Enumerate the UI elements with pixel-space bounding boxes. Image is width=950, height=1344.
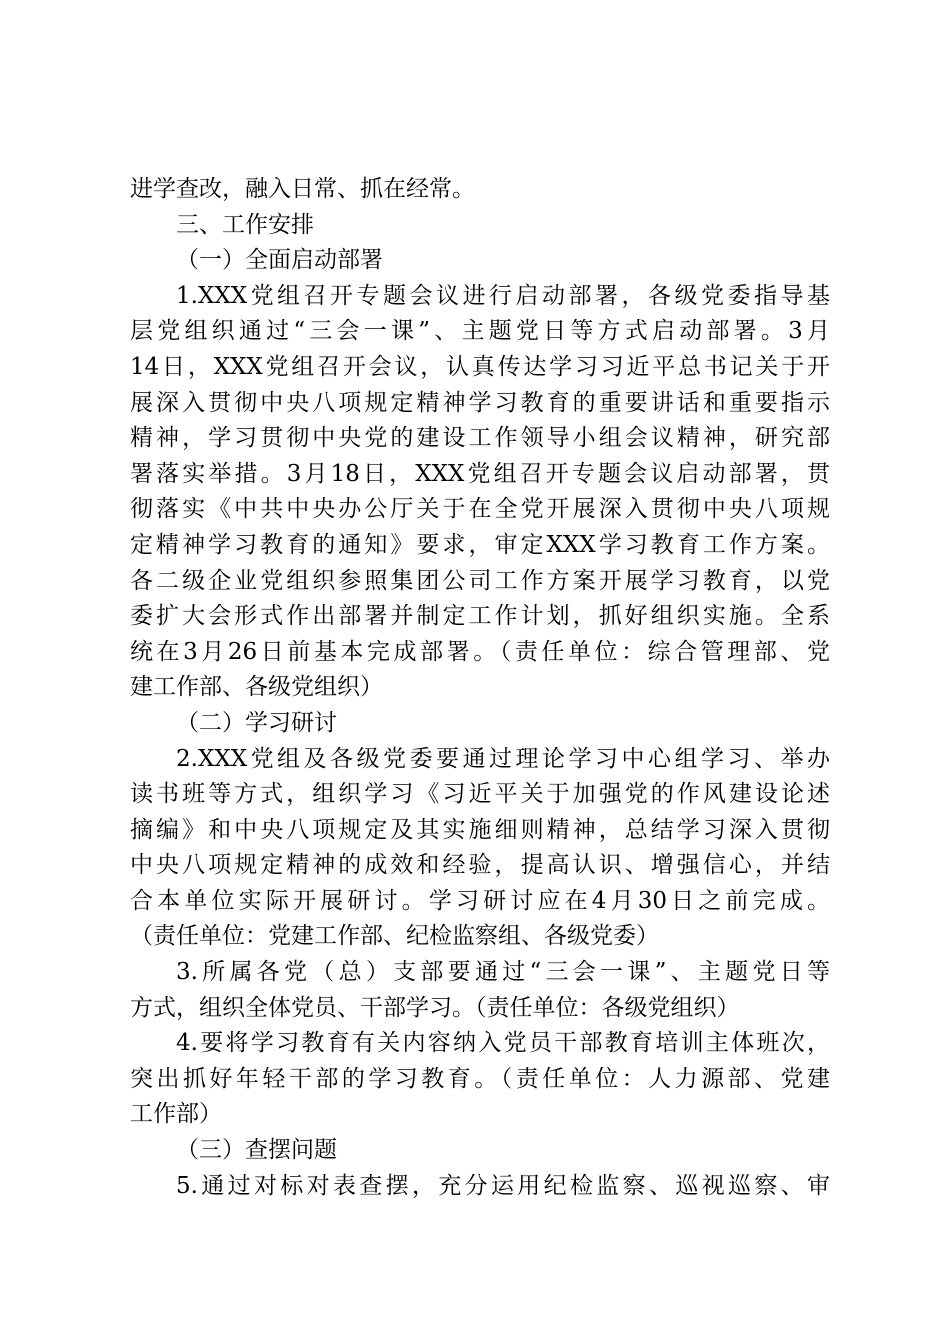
paragraph-line: 读书班等方式，组织学习《习近平关于加强党的作风建设论述 — [130, 781, 830, 808]
paragraph-line: 定精神学习教育的通知》要求，审定XXX学习教育工作方案。 — [130, 531, 830, 558]
paragraph-line: （责任单位：党建工作部、纪检监察组、各级党委） — [130, 923, 659, 950]
section-heading: （一）全面启动部署 — [176, 247, 383, 274]
paragraph-line: 署落实举措。3月18日，XXX党组召开专题会议启动部署，贯 — [130, 460, 830, 487]
paragraph-line: 3.所属各党（总）支部要通过“三会一课”、主题党日等 — [176, 959, 830, 986]
section-heading: （三）查摆问题 — [176, 1137, 337, 1164]
paragraph-line: 摘编》和中央八项规定及其实施细则精神，总结学习深入贯彻 — [130, 816, 830, 843]
paragraph-line: 展深入贯彻中央八项规定精神学习教育的重要讲话和重要指示 — [130, 389, 830, 416]
paragraph-line: 建工作部、各级党组织） — [130, 674, 383, 701]
paragraph-line: 进学查改，融入日常、抓在经常。 — [130, 176, 475, 202]
paragraph-line: 合本单位实际开展研讨。学习研讨应在4月30日之前完成。 — [130, 887, 830, 914]
paragraph-line: 2.XXX党组及各级党委要通过理论学习中心组学习、举办 — [176, 745, 830, 772]
paragraph-line: 突出抓好年轻干部的学习教育。（责任单位：人力源部、党建 — [130, 1065, 830, 1092]
paragraph-line: 1.XXX党组召开专题会议进行启动部署，各级党委指导基 — [176, 282, 830, 309]
paragraph-line: 4.要将学习教育有关内容纳入党员干部教育培训主体班次， — [176, 1030, 830, 1057]
paragraph-line: 中央八项规定精神的成效和经验，提高认识、增强信心，并结 — [130, 852, 830, 879]
paragraph-line: 方式，组织全体党员、干部学习。（责任单位：各级党组织） — [130, 994, 740, 1021]
paragraph-line: 5.通过对标对表查摆，充分运用纪检监察、巡视巡察、审 — [176, 1172, 830, 1199]
section-heading: 三、工作安排 — [176, 211, 314, 238]
paragraph-line: 层党组织通过“三会一课”、主题党日等方式启动部署。3月 — [130, 318, 830, 345]
document-body — [130, 172, 830, 1204]
paragraph-line: 各二级企业党组织参照集团公司工作方案开展学习教育，以党 — [130, 567, 830, 594]
paragraph-line: 彻落实《中共中央办公厅关于在全党开展深入贯彻中央八项规 — [130, 496, 830, 523]
paragraph-line: 精神，学习贯彻中央党的建设工作领导小组会议精神，研究部 — [130, 425, 830, 452]
paragraph-line: 工作部） — [130, 1101, 222, 1128]
paragraph-line: 统在3月26日前基本完成部署。（责任单位：综合管理部、党 — [130, 638, 830, 665]
paragraph-line: 14日，XXX党组召开会议，认真传达学习习近平总书记关于开 — [130, 353, 830, 380]
section-heading: （二）学习研讨 — [176, 709, 337, 736]
paragraph-line: 委扩大会形式作出部署并制定工作计划，抓好组织实施。全系 — [130, 603, 830, 630]
